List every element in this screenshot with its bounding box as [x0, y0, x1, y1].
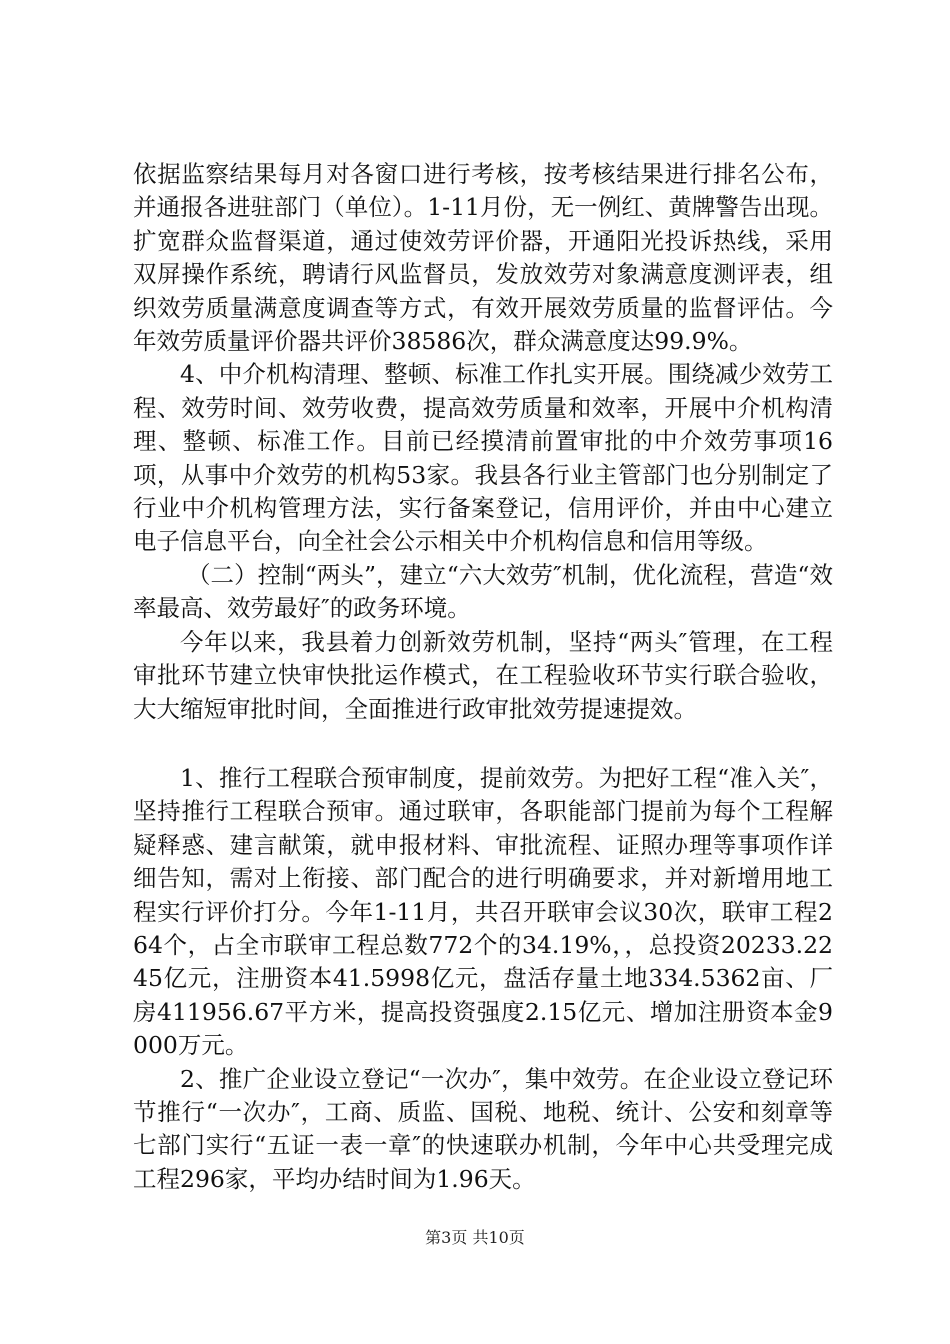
paragraph-one-time-registration: 2、推广企业设立登记“一次办″，集中效劳。在企业设立登记环节推行“一次办″，工商、质监、国税、地税、统计、公安和刻章等七部门实行“五证一表一章″的快速联办机制，今年中心共受理完成工程296家，平均办结时间为1.96天。: [133, 1064, 833, 1193]
page-number-footer: 第3页 共10页: [425, 1228, 525, 1247]
section-heading-two-ends: （二）控制“两头”，建立“六大效劳″机制，优化流程，营造“效率最高、效劳最好″的政务环境。: [133, 560, 833, 623]
paragraph-joint-pre-review: 1、推行工程联合预审制度，提前效劳。为把好工程“准入关″，坚持推行工程联合预审。通过联审，各职能部门提前为每个工程解疑释惑、建言献策，就申报材料、审批流程、证照办理等事项作详细告知，需对上衔接、部门配合的进行明确要求，并对新增用地工程实行评价打分。今年1-11月，共召开联审会议30次，联审工程264个，占全市联审工程总数772个的34.19%，，总投资20233.2245亿元，注册资本41.5998亿元，盘活存量土地334.5362亩、厂房411956.67平方米，提高投资强度2.15亿元、增加注册资本金9000万元。: [133, 763, 833, 1060]
paragraph-innovation-mechanism: 今年以来，我县着力创新效劳机制，坚持“两头″管理，在工程审批环节建立快审快批运作模式，在工程验收环节实行联合验收，大大缩短审批时间，全面推进行政审批效劳提速提效。: [133, 627, 833, 723]
document-body: [133, 158, 833, 1196]
paragraph-supervision-results: 依据监察结果每月对各窗口进行考核，按考核结果进行排名公布，并通报各进驻部门（单位）。1-11月份，无一例红、黄牌警告出现。扩宽群众监督渠道，通过使效劳评价器，开通阳光投诉热线，采用双屏操作系统，聘请行风监督员，发放效劳对象满意度测评表，组织效劳质量满意度调查等方式，有效开展效劳质量的监督评估。今年效劳质量评价器共评价38586次，群众满意度达99.9%。: [133, 160, 833, 356]
paragraph-intermediary-cleanup: 4、中介机构清理、整顿、标准工作扎实开展。围绕减少效劳工程、效劳时间、效劳收费，提高效劳质量和效率，开展中介机构清理、整顿、标准工作。目前已经摸清前置审批的中介效劳事项16项，从事中介效劳的机构53家。我县各行业主管部门也分别制定了行业中介机构管理方法，实行备案登记，信用评价，并由中心建立电子信息平台，向全社会公示相关中介机构信息和信用等级。: [133, 360, 833, 556]
